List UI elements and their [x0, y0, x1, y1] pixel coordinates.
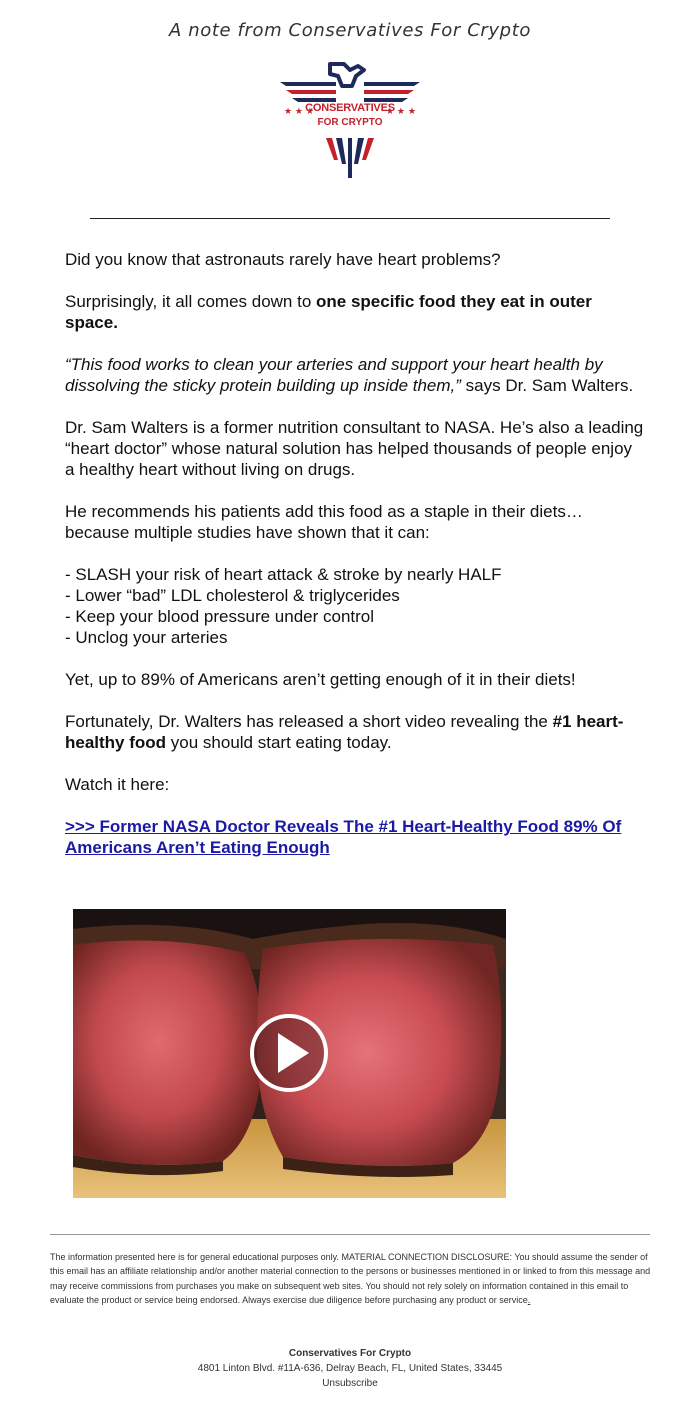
paragraph-text: He recommends his patients add this food as a staple in their diets… because multiple studies have shown that it can: — [65, 502, 583, 542]
list-item: - SLASH your risk of heart attack & stroke by nearly HALF — [65, 565, 502, 584]
footer — [0, 1346, 700, 1391]
unsubscribe-link[interactable]: Unsubscribe — [322, 1378, 378, 1389]
steak-image — [73, 909, 506, 1198]
cta-link[interactable]: >>> Former NASA Doctor Reveals The #1 Heart-Healthy Food 89% Of Americans Aren’t Eating Enough — [65, 817, 622, 857]
paragraph-statistic — [65, 669, 645, 690]
footer-company: Conservatives For Crypto — [288, 1348, 412, 1359]
paragraph-video-intro — [65, 711, 645, 753]
paragraph-text: Dr. Sam Walters is a former nutrition consultant to NASA. He’s also a leading “heart doctor” whose natural solution has helped thousands of people enjoy a healthy heart without living on drugs. — [65, 418, 644, 479]
paragraph-watch — [65, 774, 645, 795]
email-body — [65, 249, 645, 879]
paragraph-text: Watch it here: — [65, 775, 170, 794]
list-item: - Unclog your arteries — [65, 628, 228, 647]
paragraph-doctor-bio — [65, 417, 645, 480]
quote-attribution: says Dr. Sam Walters. — [460, 376, 634, 395]
paragraph-food — [65, 291, 645, 333]
paragraph-recommendation — [65, 501, 645, 543]
footer-address: 4801 Linton Blvd. #11A-636, Delray Beach, FL, United States, 33445 — [197, 1363, 503, 1374]
paragraph-text: Did you know that astronauts rarely have heart problems? — [65, 250, 501, 269]
conservatives-for-crypto-logo — [278, 60, 422, 182]
header-divider — [90, 218, 610, 219]
disclosure-text: The information presented here is for general educational purposes only. MATERIAL CONNECTION DISCLOSURE: You should assume the sender of this email has an affiliate relationship and/or another material connection to the persons or businesses mentioned in or linked to from this message and may receive commissions from purchases you make on subsequent web sites. You should not rely solely on information contained in this email to evaluate the product or service being endorsed. Always exercise due diligence before purchasing any product or service — [50, 1252, 651, 1305]
disclosure-tail: . — [527, 1294, 531, 1305]
svg-text:★ ★ ★: ★ ★ ★ — [386, 107, 416, 117]
bold-phrase: #1 heart-healthy food — [65, 712, 624, 752]
paragraph-quote — [65, 354, 645, 396]
play-circle-icon[interactable] — [252, 1016, 326, 1090]
benefits-list — [65, 564, 645, 648]
header-note: A note from Conservatives For Crypto — [169, 20, 531, 41]
paragraph-text: Fortunately, Dr. Walters has released a short video revealing the — [65, 712, 553, 731]
logo-text-line1: CONSERVATIVES — [305, 102, 395, 114]
svg-text:★ ★ ★: ★ ★ ★ — [284, 107, 314, 117]
paragraph-text: Surprisingly, it all comes down to — [65, 292, 317, 311]
paragraph-text: you should start eating today. — [166, 733, 392, 752]
logo-text-line2: FOR CRYPTO — [317, 117, 383, 128]
video-thumbnail[interactable] — [73, 909, 506, 1198]
list-item: - Keep your blood pressure under control — [65, 607, 375, 626]
paragraph-text: Yet, up to 89% of Americans aren’t getting enough of it in their diets! — [65, 670, 576, 689]
material-disclosure — [50, 1250, 654, 1307]
bold-phrase: one specific food they eat in outer space. — [65, 292, 592, 332]
cta-paragraph — [65, 816, 645, 858]
paragraph-astronauts — [65, 249, 645, 270]
list-item: - Lower “bad” LDL cholesterol & triglycerides — [65, 586, 400, 605]
quote-text: “This food works to clean your arteries and support your heart health by dissolving the sticky protein building up inside them,” — [65, 355, 603, 395]
footer-divider — [50, 1234, 650, 1235]
